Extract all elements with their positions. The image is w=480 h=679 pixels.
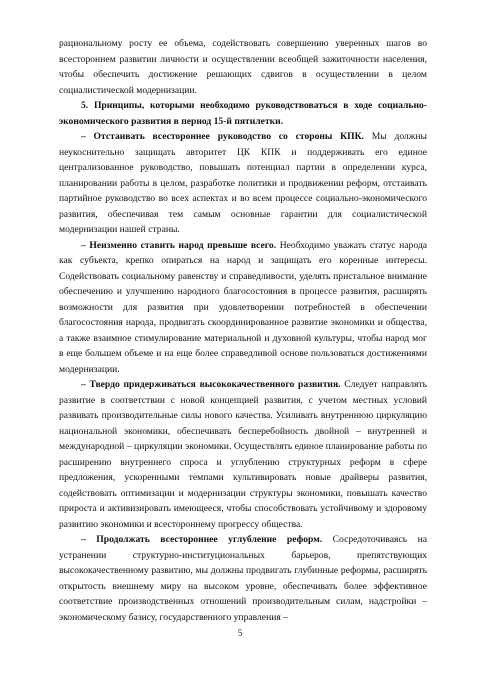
paragraph-high-quality-development	[59, 377, 427, 532]
section-heading: 5. Принципы, которыми необходимо руководствоваться в ходе социально-экономического развития в период 15-й пятилетки.	[59, 100, 427, 127]
paragraph-text: рациональному росту ее объема, содействовать совершению уверенных шагов во всестороннем развитии личности и осуществлении всеобщей зажиточности населения, чтобы обеспечить достижение решающих сдвигов в осуществлении в целом социалистической модернизации.	[59, 38, 427, 96]
paragraph-lead: – Неизменно ставить народ превыше всего.	[81, 239, 277, 251]
paragraph-text: Сосредоточиваясь на устранении структурно-институциональных барьеров, препятствующих высококачественному развитию, мы должны продвигать глубинные реформы, расширять открытость внешнему миру на высоком уровне, обеспечивать более эффективное соответствие производственных отношений производительным силам, надстройки – экономическому базису, государственного управления –	[59, 534, 427, 623]
paragraph-text: Мы должны неукоснительно защищать авторитет ЦК КПК и поддерживать его единое централизованное руководство, повышать потенциал партии в определении курса, планировании работы в целом, разработке политики и продвижении реформ, отстаивать партийное руководство во всех аспектах и во всем процессе социально-экономического развития, обеспечивая тем самым основные гарантии для социалистической модернизации нашей страны.	[59, 131, 428, 235]
paragraph-people-first	[59, 238, 427, 378]
paragraph-lead: – Отстаивать всестороннее руководство со стороны КПК.	[81, 131, 364, 142]
paragraph-continuation	[59, 36, 427, 98]
paragraph-party-leadership	[59, 129, 427, 238]
paragraph-text: Следует направлять развитие в соответствии с новой концепцией развития, с учетом местных условий развивать производительные силы нового качества. Усиливать внутреннюю циркуляцию национальной экономики, обеспечивать бесперебойность двойной – внутренней и международной – циркуляции экономики. Осуществлять единое планирование работы по расширению внутреннего спроса и углублению структурных реформ в сфере предложения, ускоренными темпами культивировать новые драйверы развития, содействовать оптимизации и модернизации структуры экономики, повышать качество прироста и активизировать имеющееся, чтобы способствовать устойчивому и здоровому развитию экономики и всестороннему прогрессу общества.	[59, 379, 427, 530]
page-number: 5	[237, 628, 243, 638]
paragraph-lead: – Твердо придерживаться высококачественного развития.	[81, 379, 341, 390]
document-body	[59, 36, 427, 625]
paragraph-text: Необходимо уважать статус народа как субъекта, крепко опираться на народ и защищать его коренные интересы. Содействовать социальному равенству и справедливости, уделять пристальное внимание обеспечению и улучшению народного благосостояния в процессе развития, расширять возможности для развития при удовлетворении потребностей в обеспечении благосостояния народа, продвигать скоординированное развитие экономики и общества, а также взаимное стимулирование материальной и духовной культуры, чтобы народ мог в еще большем объеме и на еще более справедливой основе пользоваться достижениями модернизации.	[59, 239, 427, 375]
paragraph-lead: – Продолжать всестороннее углубление реформ.	[81, 534, 323, 545]
paragraph-deepening-reforms	[59, 532, 427, 625]
